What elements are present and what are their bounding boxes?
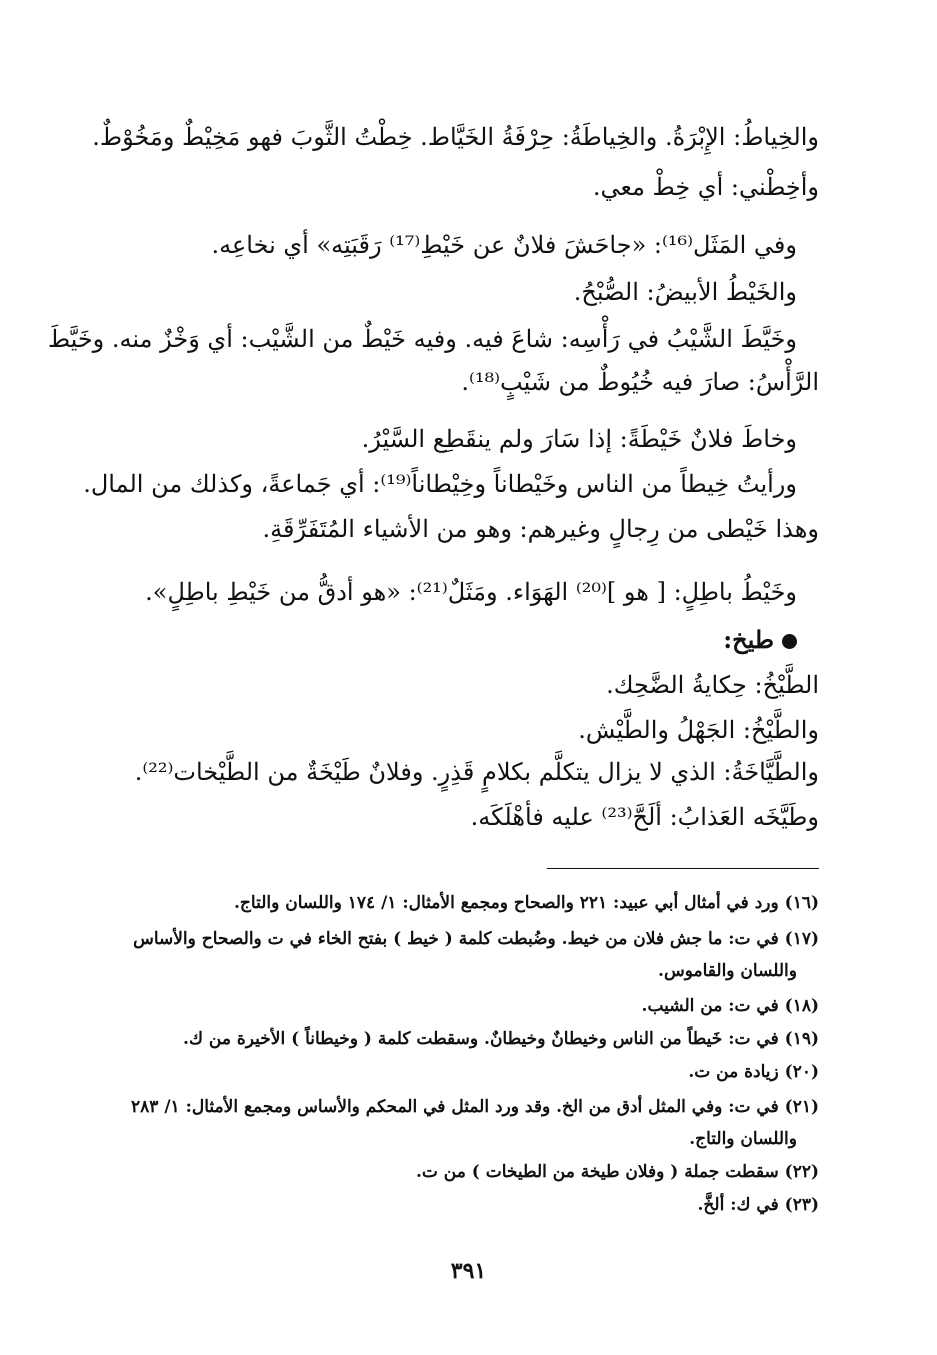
footnote: (٢٢) سقطت جملة ( وفلان طيخة من الطيخات ) من ت.	[415, 1162, 819, 1182]
body-line: وخَيَّطَ الشَّيْبُ في رَأْسِه: شاعَ فيه. وفيه خَيْطٌ من الشَّيْب: أي وَخْزٌ منه. وخَيَّطَ	[47, 325, 797, 353]
footnote: واللسان والقاموس.	[658, 961, 797, 981]
footnote: (٢١) في ت: وفي المثل أدق من الخ. وقد ورد المثل في المحكم والأساس ومجمع الأمثال: ١/ ٢٨٣	[131, 1097, 819, 1117]
footnote: (١٩) في ت: خَيطاً من الناس وخيطانٌ وخيطانٌ. وسقطت كلمة ( وخيطاناً ) الأخيرة من ك.	[183, 1029, 819, 1049]
body-line: وأخِطْني: أي خِطْ معي.	[592, 173, 819, 201]
body-line: الرَّأْسُ: صارَ فيه خُيُوطٌ من شَيْبٍ⁽¹⁸⁾.	[461, 368, 819, 396]
body-line: والطَّيَّاخَةُ: الذي لا يزال يتكلَّم بكلامٍ قَذِرٍ. وفلانٌ طَيْخَةٌ من الطَّيْخات⁽²²⁾.	[134, 758, 819, 786]
body-line: وفي المَثَل⁽¹⁶⁾: «جاحَشَ فلانٌ عن خَيْطِ⁽¹⁷⁾ رَقَبَتِه» أي نخاعِه.	[211, 231, 797, 259]
page-number: ٣٩١	[450, 1258, 487, 1284]
body-line: وخَيْطُ باطِلٍ: [ هو ]⁽²⁰⁾ الهَوَاء. ومَثَلٌ⁽²¹⁾: «هو أدقُّ من خَيْطِ باطِلٍ».	[145, 578, 797, 606]
footnote: (٢٣) في ك: ألخَّ.	[697, 1195, 819, 1215]
body-line: وطَيَّخَه العَذابُ: ألَحَّ⁽²³⁾ عليه فأهْلَكَه.	[470, 803, 819, 831]
body-line: والخَيْطُ الأبيضُ: الصُّبْحُ.	[573, 278, 797, 306]
body-line: الطَّيْخُ: حِكايةُ الضَّحِك.	[606, 671, 819, 699]
footnote: (١٧) في ت: ما جش فلان من خيط. وضُبطت كلمة ( خيط ) بفتح الخاء في ت والصحاح والأساس	[133, 929, 819, 949]
body-line: والطَّيْخُ: الجَهْلُ والطَّيْش.	[578, 716, 819, 744]
body-line: والخِياطُ: الإِبْرَةُ. والخِياطَةُ: حِرْفَةُ الخَيَّاط. خِطْتُ الثَّوبَ فهو مَخِيْطٌ ومَخُوْطٌ.	[92, 123, 819, 151]
body-line: ورأيتُ خِيطاً من الناس وخَيْطاناً وخِيْطاناً⁽¹⁹⁾: أي جَماعةً، وكذلك من المال.	[83, 470, 797, 498]
footnote: (٢٠) زيادة من ت.	[688, 1062, 819, 1082]
bullet-icon	[782, 634, 797, 649]
body-line: وهذا خَيْطى من رِجالٍ وغيرهم: وهو من الأشياء المُتَفَرِّقَةِ.	[262, 515, 819, 543]
footnote: واللسان والتاج.	[689, 1129, 797, 1149]
body-line: وخاطَ فلانٌ خَيْطَةً: إذا سَارَ ولم ينقَطِع السَّيْرُ.	[361, 425, 797, 453]
footnote-divider	[547, 868, 819, 869]
entry-heading	[110, 623, 797, 657]
footnote: (١٨) في ت: من الشيب.	[641, 996, 819, 1016]
footnote: (١٦) ورد في أمثال أبي عبيد: ٢٢١ والصحاح ومجمع الأمثال: ١/ ١٧٤ واللسان والتاج.	[234, 893, 819, 913]
entry-heading-text: طيخ:	[723, 625, 774, 654]
